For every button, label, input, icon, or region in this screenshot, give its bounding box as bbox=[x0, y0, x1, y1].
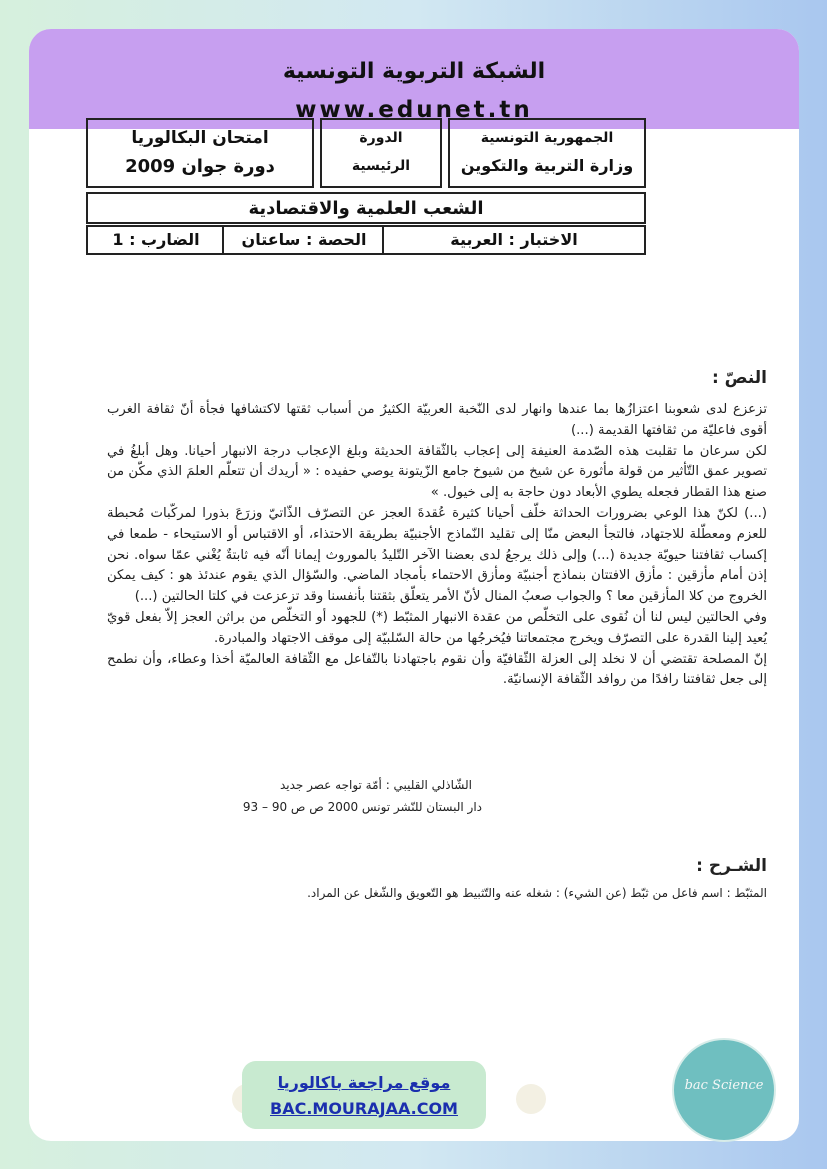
ministry-line1: الجمهورية التونسية bbox=[480, 130, 614, 146]
ministry-cell bbox=[448, 118, 646, 188]
subject-label: الاختبار : العربية bbox=[382, 227, 644, 253]
paragraph: (...) لكنّ هذا الوعي بضرورات الحداثة خلّف أحيانا كثيرة عُقدةَ العجز عن التصرّف الذّاتيّ وزرَعَ بذورا لمركّبات مُحبطة للعزم ومعطّلة للاجتهاد، فالتجأ البعض منّا إلى تقليد النّماذج الأجنبيّة بطريقة الاحتذاء، أو الاقتباس أو الاستيحاء - طمعا في إكساب ثقافتنا حيويّة جديدة (...) وإلى ذلك يرجعُ لدى بعضنا الآخر التّليدُ بالموروث إيمانا أنّه فيه ثابتةٌ يُغْني عمّا سواه. نحن إذن أمام مأزقين : مأزق الافتتان بنماذج أجنبيّة ومأزق الاحتماء بأمجاد الماضي. والسّؤال الذي يقوم عندئذ هو : كيف يمكن الخروج من كلا المأزقين معا ؟ والجواب صعبُ المنال لأنّ الأمر يتعلّق بثقتنا بأنفسنا وقد تزعزعت في كلتا الحالتين (...) bbox=[107, 505, 767, 605]
session-line1: الدورة bbox=[359, 130, 403, 146]
text-body bbox=[107, 400, 767, 691]
paragraph: تزعزع لدى شعوبنا اعتزازُها بما عندها وانهار لدى النّخبة العربيّة الكثيرُ من أسباب ثقتها لاكتشافها فجأة أنّ ثقافة الغرب أقوى فاعليّة من ثقافتها القديمة (...) bbox=[107, 402, 767, 438]
exam-line2: دورة جوان 2009 bbox=[125, 156, 275, 177]
text-heading: النصّ : bbox=[711, 368, 767, 388]
badge-text: bac Science bbox=[684, 1078, 764, 1093]
paragraph: لكن سرعان ما تقلبت هذه الصّدمة العنيفة إلى إعجاب بالثّقافة الحديثة وبلغ الإعجاب درجة الانبهار أحيانا. وهل أبلغُ في تصوير عمق التّأثير من قولة مأثورة عن شيخ من شيوخ جامع الزّيتونة يوصي حفيده : « أريدك أن تتعلّم العلمَ الذي مكّن من صنع هذا القطار فجعله يطوي الأبعاد دون حاجة به إلى خيول. » bbox=[107, 443, 767, 501]
footer-link-box[interactable] bbox=[242, 1061, 486, 1129]
streams-label: الشعب العلمية والاقتصادية bbox=[248, 198, 484, 219]
subject-row bbox=[86, 225, 646, 255]
paragraph: إنّ المصلحة تقتضي أن لا نخلد إلى العزلة الثّقافيّة وأن نقوم باجتهادنا بالتّفاعل مع الثّقافة العالميّة أخذا وعطاء، وأن نطمح إلى جعل ثقافتنا رافدًا من روافد الثّقافة الإنسانيّة. bbox=[107, 651, 767, 688]
source-publisher: دار البستان للنّشر تونس 2000 ص ص 90 – 93 bbox=[242, 800, 482, 814]
coefficient-label: الضارب : 1 bbox=[112, 230, 200, 249]
streams-cell bbox=[86, 192, 646, 224]
explanation-note: المثبّط : اسم فاعل من ثبّط (عن الشيء) : شغله عنه والتّثبيط هو التّعويق والشّغل عن المراد. bbox=[307, 886, 767, 900]
explanation-heading: الشـرح : bbox=[696, 856, 767, 876]
exam-line1: امتحان البكالوريا bbox=[131, 128, 269, 148]
duration-label: الحصة : ساعتان bbox=[222, 227, 384, 253]
paragraph: وفي الحالتين ليس لنا أن نُقوى على التخلّص من عقدة الانبهار المثبّط (*) للجهود أو التخلّص من براثن العجز إلاّ بفعل قويّ يُعيد إلينا القدرة على التصرّف ويخرج مجتمعاتنا فيُخرجُها من حالة السّلبيّة إلى موقف الاجتهاد والمبادرة. bbox=[107, 609, 767, 646]
banner-url[interactable]: www.edunet.tn bbox=[295, 97, 533, 123]
exam-cell bbox=[86, 118, 314, 188]
site-logo-icon bbox=[516, 1084, 546, 1114]
ministry-line2: وزارة التربية والتكوين bbox=[460, 156, 634, 175]
session-cell bbox=[320, 118, 442, 188]
footer-site-url[interactable]: BAC.MOURAJAA.COM bbox=[270, 1099, 458, 1118]
banner-title: الشبكة التربوية التونسية bbox=[282, 59, 546, 84]
site-banner bbox=[29, 29, 799, 129]
bac-science-logo-icon bbox=[672, 1038, 776, 1142]
footer-site-name[interactable]: موقع مراجعة باكالوريا bbox=[277, 1073, 451, 1092]
source-author: الشّاذلي القليبي : أمّة تواجه عصر جديد bbox=[279, 778, 472, 792]
session-line2: الرئيسية bbox=[351, 158, 411, 174]
